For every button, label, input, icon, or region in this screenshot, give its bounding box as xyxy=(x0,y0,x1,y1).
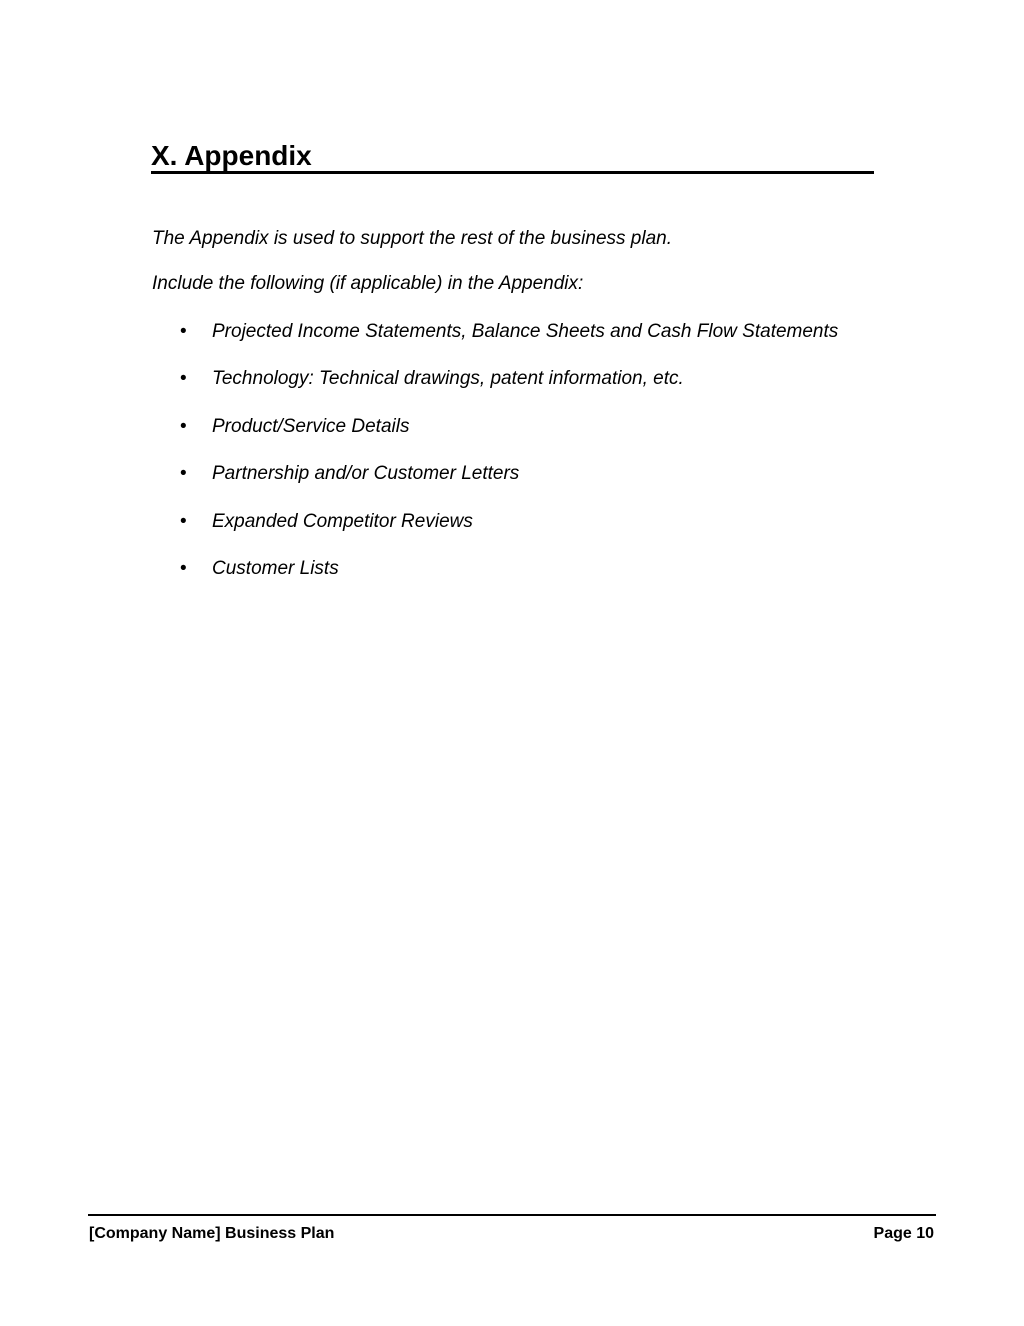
bullet-icon: • xyxy=(180,557,187,579)
bullet-icon: • xyxy=(180,510,187,532)
list-item-text: Customer Lists xyxy=(212,557,339,579)
list-item xyxy=(174,557,838,604)
list-item xyxy=(174,462,838,509)
list-item-text: Expanded Competitor Reviews xyxy=(212,510,473,532)
list-item xyxy=(174,415,838,462)
list-item xyxy=(174,367,838,414)
list-item-text: Partnership and/or Customer Letters xyxy=(212,463,520,485)
bullet-icon: • xyxy=(180,415,187,437)
bullet-icon: • xyxy=(180,321,187,342)
appendix-bullet-list xyxy=(174,320,838,604)
section-heading xyxy=(151,138,874,174)
list-item-text: Product/Service Details xyxy=(212,415,410,437)
list-item-text: Technology: Technical drawings, patent information, etc. xyxy=(212,368,684,390)
page-title: X. Appendix xyxy=(151,140,312,171)
bullet-icon: • xyxy=(180,463,187,485)
bullet-icon: • xyxy=(180,368,187,390)
list-item xyxy=(174,510,838,557)
list-item-text: Projected Income Statements, Balance Sheets and Cash Flow Statements xyxy=(212,321,839,342)
intro-paragraph: The Appendix is used to support the rest of the business plan. xyxy=(152,228,673,249)
list-item xyxy=(174,320,838,367)
footer-document-title: [Company Name] Business Plan xyxy=(89,1225,335,1242)
footer-page-number: Page 10 xyxy=(873,1225,934,1242)
lead-paragraph: Include the following (if applicable) in the Appendix: xyxy=(152,273,584,294)
page-footer xyxy=(88,1214,936,1246)
